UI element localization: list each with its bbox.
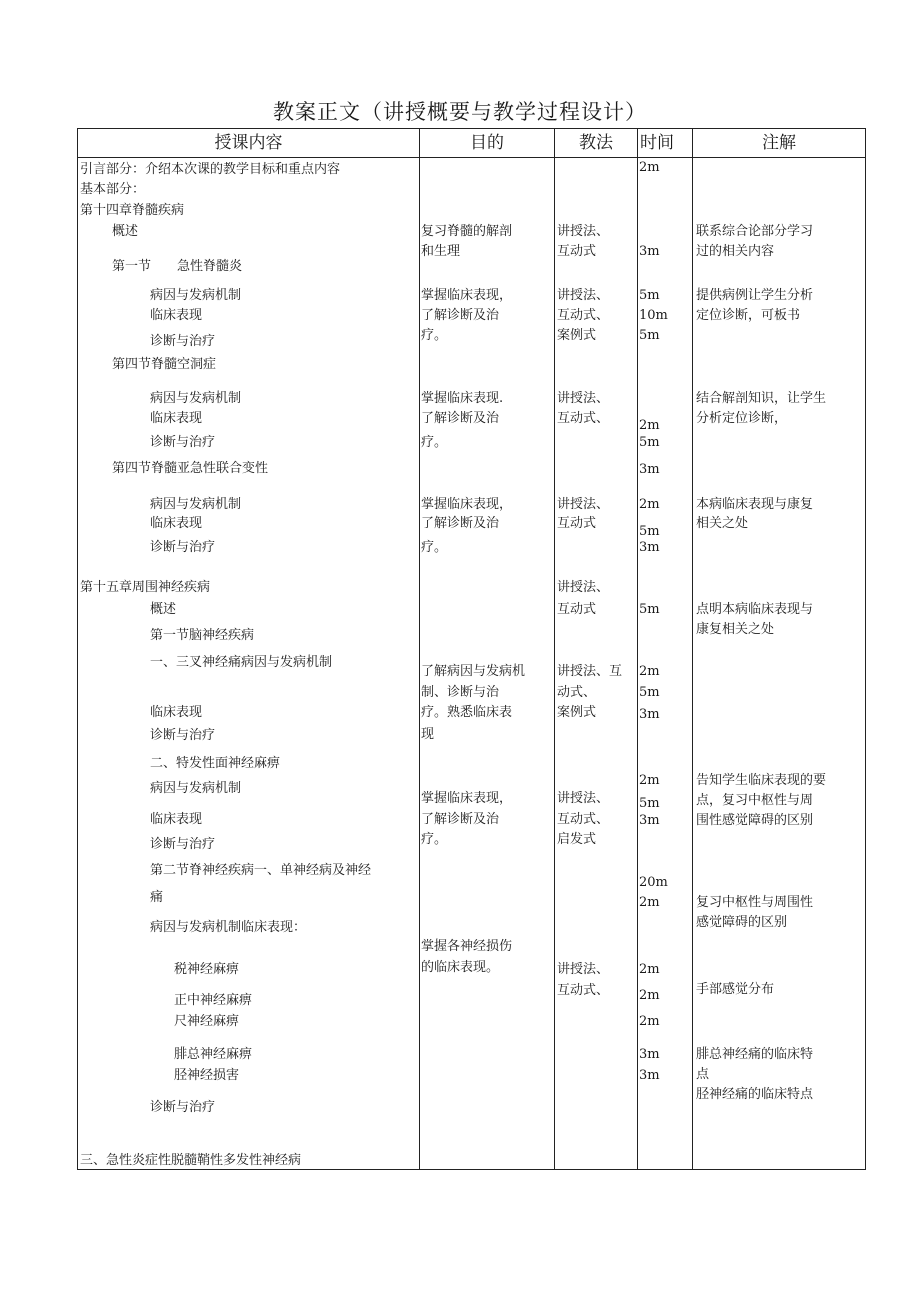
time-value: 5m	[639, 288, 660, 303]
time-value: 3m	[639, 540, 660, 555]
content-line: 概述	[150, 602, 177, 617]
note-line: 过的相关内容	[696, 244, 775, 259]
time-value: 2m	[639, 160, 660, 175]
header-divider	[77, 157, 866, 158]
content-line: 诊断与治疗	[150, 435, 216, 450]
note-line: 围性感觉障碍的区别	[696, 813, 814, 828]
goal-line: 掌握各神经损伤	[421, 939, 513, 954]
content-line: 二、特发性面神经麻痹	[150, 756, 281, 771]
goal-line: 了解诊断及治	[421, 308, 500, 323]
note-line: 相关之处	[696, 516, 749, 531]
method-line: 讲授法、互	[557, 664, 623, 679]
method-line: 互动式、	[557, 812, 610, 827]
header-goal: 目的	[470, 133, 504, 153]
content-line: 临床表现	[150, 516, 203, 531]
goal-line: 的临床表现。	[421, 960, 500, 975]
content-line: 诊断与治疗	[150, 334, 216, 349]
goal-line: 复习脊髓的解剖	[421, 224, 513, 239]
page-title: 教案正文（讲授概要与教学过程设计）	[273, 100, 647, 124]
content-line: 诊断与治疗	[150, 540, 216, 555]
content-line: 诊断与治疗	[150, 837, 216, 852]
goal-line: 了解诊断及治	[421, 516, 500, 531]
header-content: 授课内容	[214, 133, 283, 153]
time-value: 3m	[639, 813, 660, 828]
content-line: 腓总神经麻痹	[174, 1047, 253, 1062]
content-line: 病因与发病机制	[150, 391, 242, 406]
content-line: 痛	[150, 890, 164, 905]
method-line: 讲授法、	[557, 391, 610, 406]
time-value: 2m	[639, 418, 660, 433]
content-line: 病因与发病机制临床表现：	[150, 920, 307, 935]
note-line: 复习中枢性与周围性	[696, 895, 814, 910]
time-value: 5m	[639, 602, 660, 617]
goal-line: 现	[421, 727, 435, 742]
content-line: 临床表现	[150, 705, 203, 720]
method-line: 互动式、	[557, 983, 610, 998]
method-line: 案例式	[557, 705, 597, 720]
method-line: 讲授法、	[557, 497, 610, 512]
goal-line: 疗。	[421, 832, 448, 847]
method-line: 讲授法、	[557, 224, 610, 239]
content-line: 临床表现	[150, 411, 203, 426]
time-value: 3m	[639, 1047, 660, 1062]
content-line: 概述	[112, 224, 139, 239]
method-line: 互动式	[557, 244, 597, 259]
section-heading: 第一节脑神经疾病	[150, 628, 255, 643]
goal-line: 疗。熟悉临床表	[421, 705, 513, 720]
section-heading: 第四节脊髓亚急性联合变性	[112, 461, 269, 476]
note-line: 点明本病临床表现与	[696, 602, 814, 617]
goal-line: 掌握临床表现，	[421, 497, 513, 512]
time-value: 2m	[639, 664, 660, 679]
content-line: 临床表现	[150, 812, 203, 827]
time-value: 2m	[639, 773, 660, 788]
section-heading: 第四节脊髓空洞症	[112, 357, 217, 372]
time-value: 5m	[639, 524, 660, 539]
note-line: 分析定位诊断，	[696, 411, 788, 426]
time-value: 2m	[639, 988, 660, 1003]
content-line: 三、急性炎症性脱髓鞘性多发性神经病	[80, 1153, 302, 1168]
time-value: 3m	[639, 244, 660, 259]
column-divider	[419, 128, 420, 1170]
note-line: 康复相关之处	[696, 622, 775, 637]
time-value: 3m	[639, 1068, 660, 1083]
content-line: 一、三叉神经痛病因与发病机制	[150, 655, 333, 670]
time-value: 2m	[639, 497, 660, 512]
content-line: 正中神经麻痹	[174, 993, 253, 1008]
note-line: 本病临床表现与康复	[696, 497, 814, 512]
note-line: 点	[696, 1067, 710, 1082]
time-value: 10m	[639, 308, 668, 323]
time-value: 5m	[639, 685, 660, 700]
method-line: 案例式	[557, 328, 597, 343]
goal-line: 掌握临床表现，	[421, 791, 513, 806]
content-line: 病因与发病机制	[150, 497, 242, 512]
time-value: 3m	[639, 707, 660, 722]
column-divider	[637, 128, 638, 1170]
goal-line: 疗。	[421, 540, 448, 555]
time-value: 3m	[639, 462, 660, 477]
note-line: 感觉障碍的区别	[696, 915, 788, 930]
column-divider	[554, 128, 555, 1170]
note-line: 点，复习中枢性与周	[696, 793, 814, 808]
content-line: 胫神经损害	[174, 1068, 240, 1083]
header-note: 注解	[762, 133, 796, 153]
content-line: 诊断与治疗	[150, 728, 216, 743]
method-line: 互动式、	[557, 411, 610, 426]
note-line: 结合解剖知识，让学生	[696, 391, 827, 406]
method-line: 讲授法、	[557, 791, 610, 806]
content-line: 临床表现	[150, 308, 203, 323]
method-line: 启发式	[557, 832, 597, 847]
note-line: 提供病例让学生分析	[696, 288, 814, 303]
method-line: 讲授法、	[557, 580, 610, 595]
chapter-heading: 第十四章脊髓疾病	[80, 203, 185, 218]
goal-line: 了解诊断及治	[421, 411, 500, 426]
time-value: 2m	[639, 895, 660, 910]
chapter-heading: 第十五章周围神经疾病	[80, 580, 211, 595]
goal-line: 掌握临床表现，	[421, 288, 513, 303]
content-line: 税神经麻痹	[174, 962, 240, 977]
content-line: 病因与发病机制	[150, 781, 242, 796]
goal-line: 掌握临床表现.	[421, 391, 504, 406]
column-divider	[692, 128, 693, 1170]
header-method: 教法	[579, 133, 613, 153]
time-value: 2m	[639, 962, 660, 977]
content-line: 病因与发病机制	[150, 288, 242, 303]
content-line: 尺神经麻痹	[174, 1014, 240, 1029]
time-value: 5m	[639, 328, 660, 343]
method-line: 互动式	[557, 516, 597, 531]
time-value: 2m	[639, 1014, 660, 1029]
note-line: 联系综合论部分学习	[696, 224, 814, 239]
section-heading: 第一节 急性脊髓炎	[112, 259, 243, 274]
method-line: 动式、	[557, 685, 597, 700]
method-line: 讲授法、	[557, 288, 610, 303]
goal-line: 了解病因与发病机	[421, 664, 526, 679]
method-line: 讲授法、	[557, 962, 610, 977]
time-value: 20m	[639, 875, 668, 890]
note-line: 胫神经痛的临床特点	[696, 1087, 814, 1102]
time-value: 5m	[639, 435, 660, 450]
time-value: 5m	[639, 796, 660, 811]
section-heading: 第二节脊神经疾病一、单神经病及神经	[150, 863, 372, 878]
header-time: 时间	[640, 133, 674, 153]
goal-line: 疗。	[421, 435, 448, 450]
goal-line: 和生理	[421, 244, 461, 259]
note-line: 定位诊断，可板书	[696, 308, 801, 323]
method-line: 互动式	[557, 602, 597, 617]
content-line: 诊断与治疗	[150, 1100, 216, 1115]
goal-line: 了解诊断及治	[421, 812, 500, 827]
note-line: 腓总神经痛的临床特	[696, 1047, 814, 1062]
note-line: 手部感觉分布	[696, 982, 775, 997]
goal-line: 制、诊断与治	[421, 685, 500, 700]
goal-line: 疗。	[421, 328, 448, 343]
note-line: 告知学生临床表现的要	[696, 773, 827, 788]
content-line: 引言部分：介绍本次课的教学目标和重点内容	[80, 162, 341, 177]
content-line: 基本部分：	[80, 182, 146, 197]
method-line: 互动式、	[557, 308, 610, 323]
